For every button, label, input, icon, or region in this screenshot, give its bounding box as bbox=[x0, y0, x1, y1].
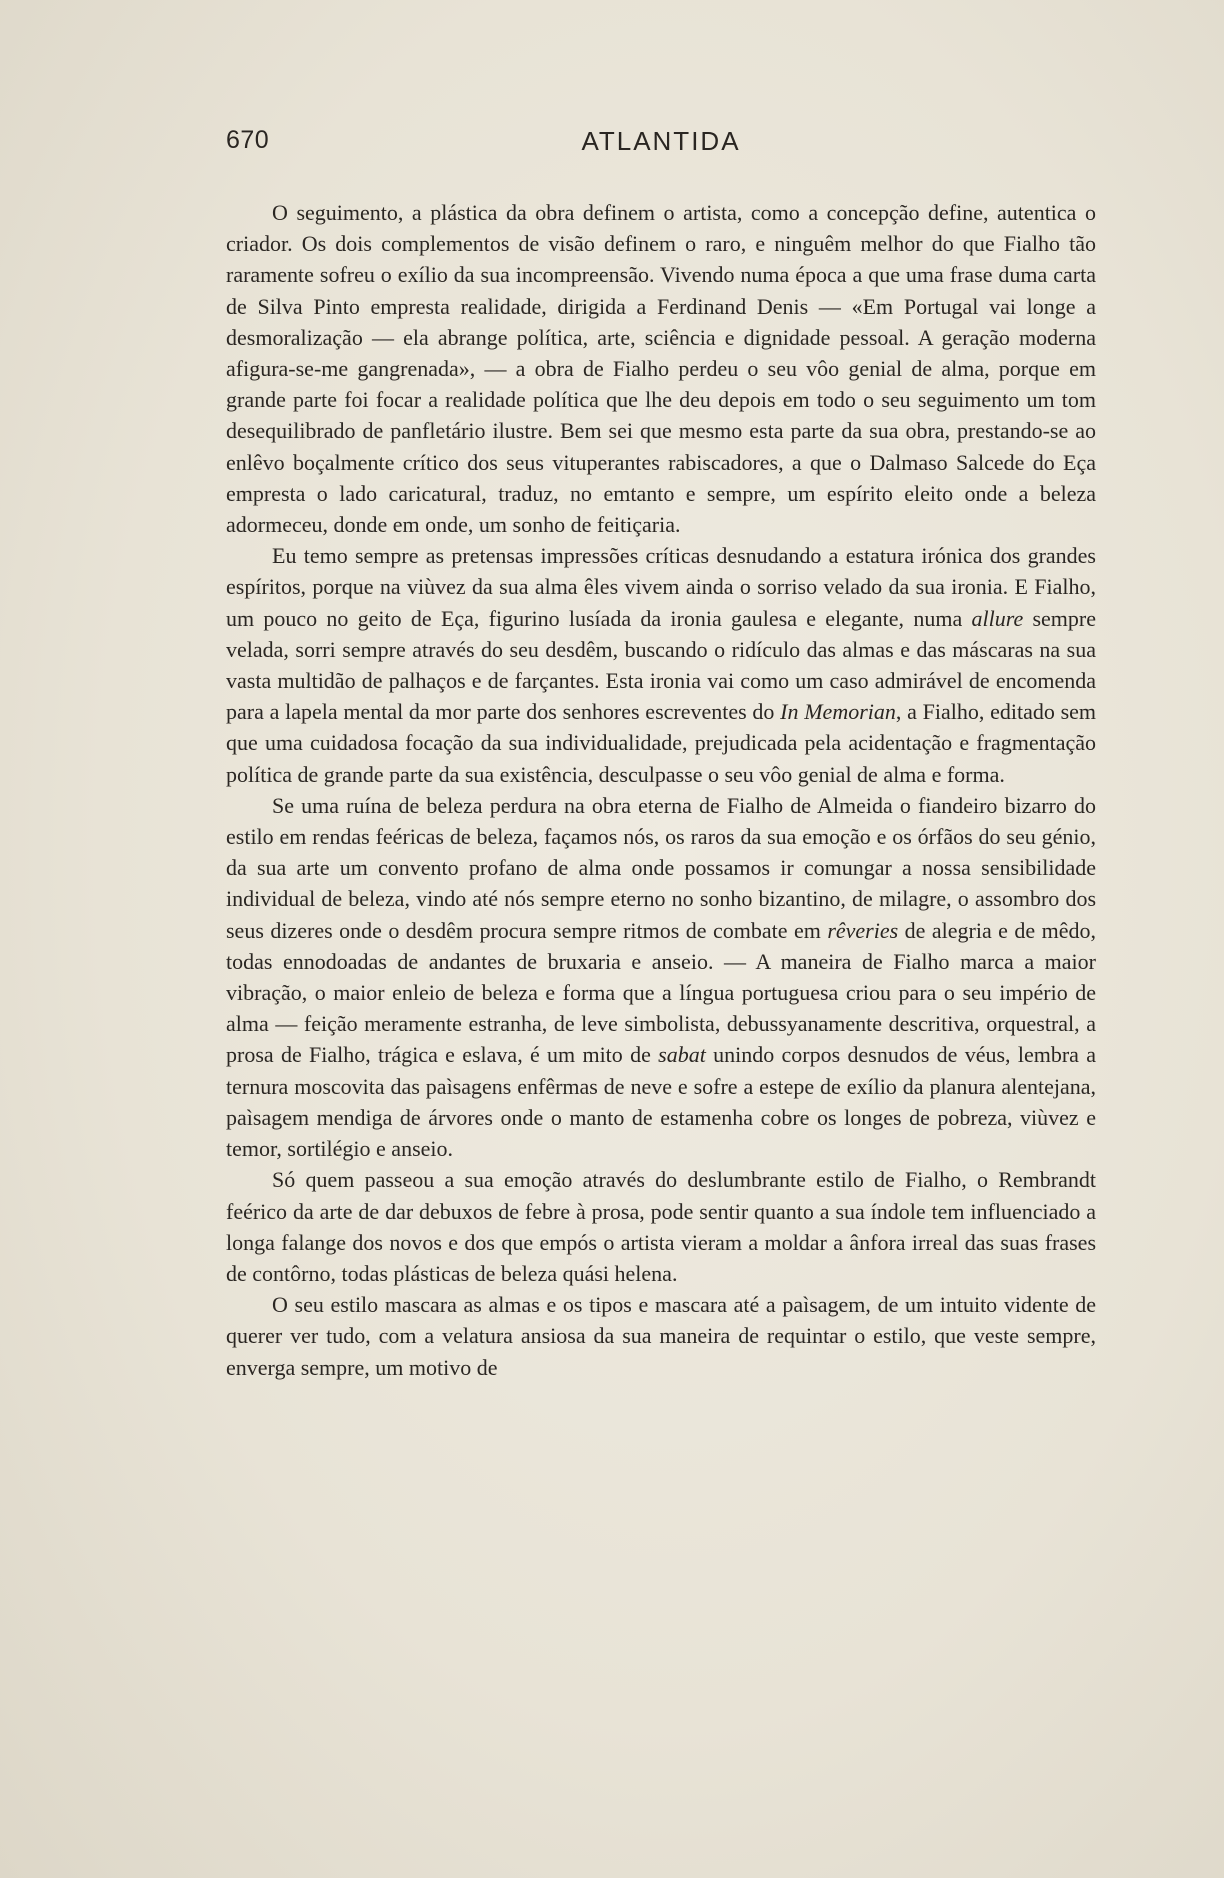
paragraph-4: Só quem passeou a sua emoção através do deslumbrante estilo de Fialho, o Rembrandt feérico da arte de dar debuxos de febre à prosa, pode sentir quanto a sua índole tem influenciado a longa falange dos novos e dos que empós o artista vieram a moldar a ânfora irreal das suas frases de contôrno, todas plásticas de beleza quási helena. bbox=[226, 1167, 1096, 1286]
italic-term: allure bbox=[971, 605, 1024, 631]
text-run: Eu temo sempre as pretensas impressões críticas desnudando a estatura irónica dos grandes espíritos, porque na viùvez da sua alma êles vivem ainda o sorriso velado da sua ironia. E Fialho, um pouco no geito de Eça, figurino lusíada da ironia gaulesa e elegante, numa bbox=[226, 543, 1096, 631]
italic-term: sabat bbox=[658, 1042, 706, 1068]
page-header bbox=[226, 126, 1096, 166]
page-body bbox=[226, 197, 1096, 1383]
paragraph-1: O seguimento, a plástica da obra definem o artista, como a concepção define, autentica o criador. Os dois complementos de visão definem o raro, e ninguêm melhor do que Fialho tão raramente sofreu o exílio da sua incompreensão. Vivendo numa época a que uma frase duma carta de Silva Pinto empresta realidade, dirigida a Ferdinand Denis — «Em Portugal vai longe a desmoralização — ela abrange política, arte, sciência e dignidade pessoal. A geração moderna afigura-se-me gangrenada», — a obra de Fialho perdeu o seu vôo genial de alma, porque em grande parte foi focar a realidade política que lhe deu depois em todo o seu seguimento um tom desequilibrado de panfletário ilustre. Bem sei que mesmo esta parte da sua obra, prestando-se ao enlêvo boçalmente crítico dos seus vituperantes rabiscadores, a que o Dalmaso Salcede do Eça empresta o lado caricatural, traduz, no emtanto e sempre, um espírito eleito onde a beleza adormeceu, donde em onde, um sonho de feitiçaria. bbox=[226, 200, 1096, 538]
text-run: de alegria e de mêdo, todas ennodoadas de andantes de bruxaria e anseio. — A maneira de Fialho marca a maior vibração, o maior enleio de beleza e forma que a língua portuguesa criou para o seu império de alma — feição meramente estranha, de leve simbolista, debussyanamente descritiva, orquestral, a prosa de Fialho, trágica e eslava, é um mito de bbox=[226, 917, 1097, 1068]
text-run: , a Fialho, editado sem que uma cuidadosa focação da sua individualidade, prejudicada pela acidentação e fragmentação política de grande parte da sua existência, desculpasse o seu vôo genial de alma e forma. bbox=[226, 699, 1097, 787]
text-run: sempre velada, sorri sempre através do seu desdêm, buscando o ridículo das almas e das máscaras na sua vasta multidão de palhaços e de farçantes. Esta ironia vai como um caso admirável de encomenda para a lapela mental da mor parte dos senhores escreventes do bbox=[226, 605, 1096, 725]
italic-title: In Memorian bbox=[780, 699, 896, 725]
paragraph-5: O seu estilo mascara as almas e os tipos e mascara até a paìsagem, de um intuito vidente de querer ver tudo, com a velatura ansiosa da sua maneira de requintar o estilo, que veste sempre, enverga sempre, um motivo de bbox=[226, 1292, 1096, 1380]
text-run: unindo corpos desnudos de véus, lembra a ternura moscovita das paìsagens enfêrmas de neve e sofre a estepe de exílio da planura alentejana, paìsagem mendiga de árvores onde o manto de estamenha cobre os longes de pobreza, viùvez e temor, sortilégio e anseio. bbox=[226, 1042, 1096, 1162]
italic-term: rêveries bbox=[827, 917, 899, 943]
page-number: 670 bbox=[226, 126, 270, 154]
paragraph-3 bbox=[226, 790, 1096, 1164]
running-title: ATLANTIDA bbox=[581, 126, 741, 156]
paragraph-2 bbox=[226, 540, 1096, 790]
text-run: Se uma ruína de beleza perdura na obra eterna de Fialho de Almeida o fiandeiro bizarro do estilo em rendas feéricas de beleza, façamos nós, os raros da sua emoção e os órfãos do seu génio, da sua arte um convento profano de alma onde possamos ir comungar a nossa sensibilidade individual de beleza, vindo até nós sempre eterno no sonho bizantino, de milagre, o assombro dos seus dizeres onde o desdêm procura sempre ritmos de combate em bbox=[226, 792, 1096, 943]
